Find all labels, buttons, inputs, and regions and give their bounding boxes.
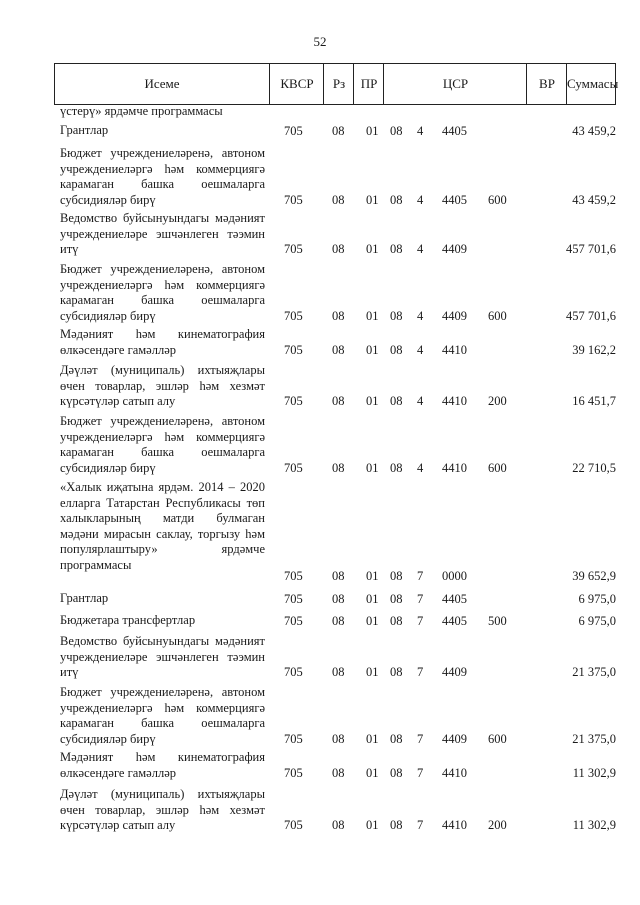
table-row (60, 685, 616, 747)
row-sum: 43 459,2 (572, 193, 616, 207)
row-pr: 01 (366, 732, 379, 746)
table-row (60, 211, 616, 257)
row-name: Грантлар (60, 123, 109, 137)
row-csr-1: 08 (390, 461, 403, 475)
row-rz: 08 (332, 124, 345, 138)
row-pr: 01 (366, 665, 379, 679)
row-csr-2: 4 (417, 193, 424, 207)
row-csr-1: 08 (390, 592, 403, 606)
row-csr-2: 7 (417, 766, 424, 780)
row-name: Бюджет учреждениеләренә, автоном учреждениеләргә һәм коммерциягә карамаган башка оешмаларга субсидияләр бирү (60, 262, 265, 323)
header-name: Исеме (144, 76, 180, 91)
row-csr-2: 7 (417, 569, 424, 583)
table-row (60, 750, 616, 781)
row-pr: 01 (366, 766, 379, 780)
row-vr: 600 (488, 193, 507, 207)
header-pr: ПР (353, 64, 384, 104)
table-row (60, 262, 616, 324)
row-kvsr: 705 (284, 592, 303, 606)
row-vr: 200 (488, 818, 507, 832)
table-row (60, 634, 616, 680)
row-pr: 01 (366, 193, 379, 207)
row-pr: 01 (366, 343, 379, 357)
row-csr-3: 4410 (442, 461, 467, 475)
row-csr-3: 4405 (442, 124, 467, 138)
row-csr-2: 4 (417, 394, 424, 408)
row-csr-2: 4 (417, 461, 424, 475)
table-row (60, 104, 616, 120)
row-csr-1: 08 (390, 193, 403, 207)
row-sum: 21 375,0 (572, 665, 616, 679)
row-csr-1: 08 (390, 242, 403, 256)
header-sum: Суммасы (566, 64, 616, 104)
row-csr-1: 08 (390, 732, 403, 746)
row-kvsr: 705 (284, 124, 303, 138)
row-csr-3: 4409 (442, 732, 467, 746)
header-csr: ЦСР (383, 64, 527, 104)
row-pr: 01 (366, 394, 379, 408)
row-csr-2: 7 (417, 614, 424, 628)
row-vr: 200 (488, 394, 507, 408)
row-csr-3: 4405 (442, 193, 467, 207)
row-rz: 08 (332, 665, 345, 679)
row-csr-1: 08 (390, 818, 403, 832)
row-csr-1: 08 (390, 614, 403, 628)
table-header (54, 63, 619, 105)
row-csr-2: 7 (417, 592, 424, 606)
row-csr-1: 08 (390, 343, 403, 357)
row-csr-2: 7 (417, 818, 424, 832)
row-kvsr: 705 (284, 193, 303, 207)
row-rz: 08 (332, 309, 345, 323)
row-name: Бюджет учреждениеләренә, автоном учреждениеләргә һәм коммерциягә карамаган башка оешмаларга субсидияләр бирү (60, 414, 265, 475)
row-pr: 01 (366, 818, 379, 832)
row-name: Мәдәният һәм кинематография өлкәсендәге гамәлләр (60, 327, 265, 357)
row-csr-1: 08 (390, 124, 403, 138)
row-rz: 08 (332, 193, 345, 207)
row-csr-2: 4 (417, 242, 424, 256)
row-csr-3: 4410 (442, 766, 467, 780)
table-row (60, 146, 616, 208)
row-kvsr: 705 (284, 665, 303, 679)
row-rz: 08 (332, 569, 345, 583)
row-rz: 08 (332, 732, 345, 746)
row-csr-3: 4410 (442, 343, 467, 357)
row-pr: 01 (366, 309, 379, 323)
row-csr-1: 08 (390, 309, 403, 323)
row-csr-2: 4 (417, 343, 424, 357)
row-csr-2: 7 (417, 732, 424, 746)
row-kvsr: 705 (284, 732, 303, 746)
row-csr-3: 4410 (442, 394, 467, 408)
row-pr: 01 (366, 242, 379, 256)
row-csr-3: 4409 (442, 309, 467, 323)
row-sum: 16 451,7 (572, 394, 616, 408)
row-sum: 39 162,2 (572, 343, 616, 357)
row-csr-3: 4409 (442, 665, 467, 679)
row-sum: 11 302,9 (572, 766, 616, 780)
row-name: Ведомство буйсынуындагы мәдәният учреждениеләре эшчәнлеген тәэмин итү (60, 634, 265, 679)
row-rz: 08 (332, 766, 345, 780)
row-rz: 08 (332, 394, 345, 408)
row-csr-1: 08 (390, 766, 403, 780)
row-name: Дәүләт (муниципаль) ихтыяҗлары өчен товарлар, эшләр һәм хезмәт күрсәтүләр сатып алу (60, 363, 265, 408)
row-csr-3: 0000 (442, 569, 467, 583)
row-name: Грантлар (60, 591, 109, 605)
row-sum: 457 701,6 (566, 242, 616, 256)
row-name: Мәдәният һәм кинематография өлкәсендәге гамәлләр (60, 750, 265, 780)
table-row (60, 123, 616, 139)
row-sum: 6 975,0 (578, 592, 616, 606)
row-csr-2: 4 (417, 309, 424, 323)
row-pr: 01 (366, 614, 379, 628)
row-csr-2: 7 (417, 665, 424, 679)
row-sum: 6 975,0 (578, 614, 616, 628)
row-sum: 457 701,6 (566, 309, 616, 323)
row-csr-2: 4 (417, 124, 424, 138)
row-kvsr: 705 (284, 614, 303, 628)
row-sum: 43 459,2 (572, 124, 616, 138)
row-csr-3: 4410 (442, 818, 467, 832)
table-row (60, 414, 616, 476)
row-pr: 01 (366, 592, 379, 606)
table-row (60, 613, 616, 629)
row-kvsr: 705 (284, 394, 303, 408)
row-name: «Халык иҗатына ярдәм. 2014 – 2020 елларга Татарстан Республикасы төп халыкларының матди булмаган мәдәни мирасын саклау, торгызу һәм популярлаштыру» ярдәмче программасы (60, 480, 265, 572)
row-name: Бюджетара трансфертлар (60, 613, 196, 627)
row-csr-1: 08 (390, 394, 403, 408)
table-row (60, 787, 616, 833)
page-number: 52 (313, 34, 327, 49)
row-sum: 22 710,5 (572, 461, 616, 475)
row-rz: 08 (332, 461, 345, 475)
row-sum: 39 652,9 (572, 569, 616, 583)
header-rz: Рз (323, 64, 354, 104)
row-csr-3: 4405 (442, 592, 467, 606)
row-rz: 08 (332, 818, 345, 832)
table-row (60, 480, 616, 584)
row-pr: 01 (366, 124, 379, 138)
row-csr-3: 4405 (442, 614, 467, 628)
row-kvsr: 705 (284, 242, 303, 256)
table-row (60, 363, 616, 409)
row-name: Ведомство буйсынуындагы мәдәният учреждениеләре эшчәнлеген тәэмин итү (60, 211, 265, 256)
row-sum: 11 302,9 (572, 818, 616, 832)
row-kvsr: 705 (284, 309, 303, 323)
row-sum: 21 375,0 (572, 732, 616, 746)
row-rz: 08 (332, 242, 345, 256)
row-csr-1: 08 (390, 569, 403, 583)
row-kvsr: 705 (284, 818, 303, 832)
row-csr-1: 08 (390, 665, 403, 679)
table-row (60, 591, 616, 607)
row-rz: 08 (332, 592, 345, 606)
row-kvsr: 705 (284, 461, 303, 475)
row-name: Дәүләт (муниципаль) ихтыяҗлары өчен товарлар, эшләр һәм хезмәт күрсәтүләр сатып алу (60, 787, 265, 832)
header-vr: ВР (526, 64, 567, 104)
row-pr: 01 (366, 461, 379, 475)
row-kvsr: 705 (284, 343, 303, 357)
row-rz: 08 (332, 343, 345, 357)
row-vr: 600 (488, 461, 507, 475)
table-row (60, 327, 616, 358)
row-name: үстерү» ярдәмче программасы (60, 104, 223, 118)
row-vr: 500 (488, 614, 507, 628)
row-kvsr: 705 (284, 766, 303, 780)
row-name: Бюджет учреждениеләренә, автоном учреждениеләргә һәм коммерциягә карамаган башка оешмаларга субсидияләр бирү (60, 685, 265, 746)
header-kvsr: КВСР (269, 64, 324, 104)
row-csr-3: 4409 (442, 242, 467, 256)
row-pr: 01 (366, 569, 379, 583)
row-name: Бюджет учреждениеләренә, автоном учреждениеләргә һәм коммерциягә карамаган башка оешмаларга субсидияләр бирү (60, 146, 265, 207)
row-rz: 08 (332, 614, 345, 628)
row-kvsr: 705 (284, 569, 303, 583)
row-vr: 600 (488, 732, 507, 746)
row-vr: 600 (488, 309, 507, 323)
